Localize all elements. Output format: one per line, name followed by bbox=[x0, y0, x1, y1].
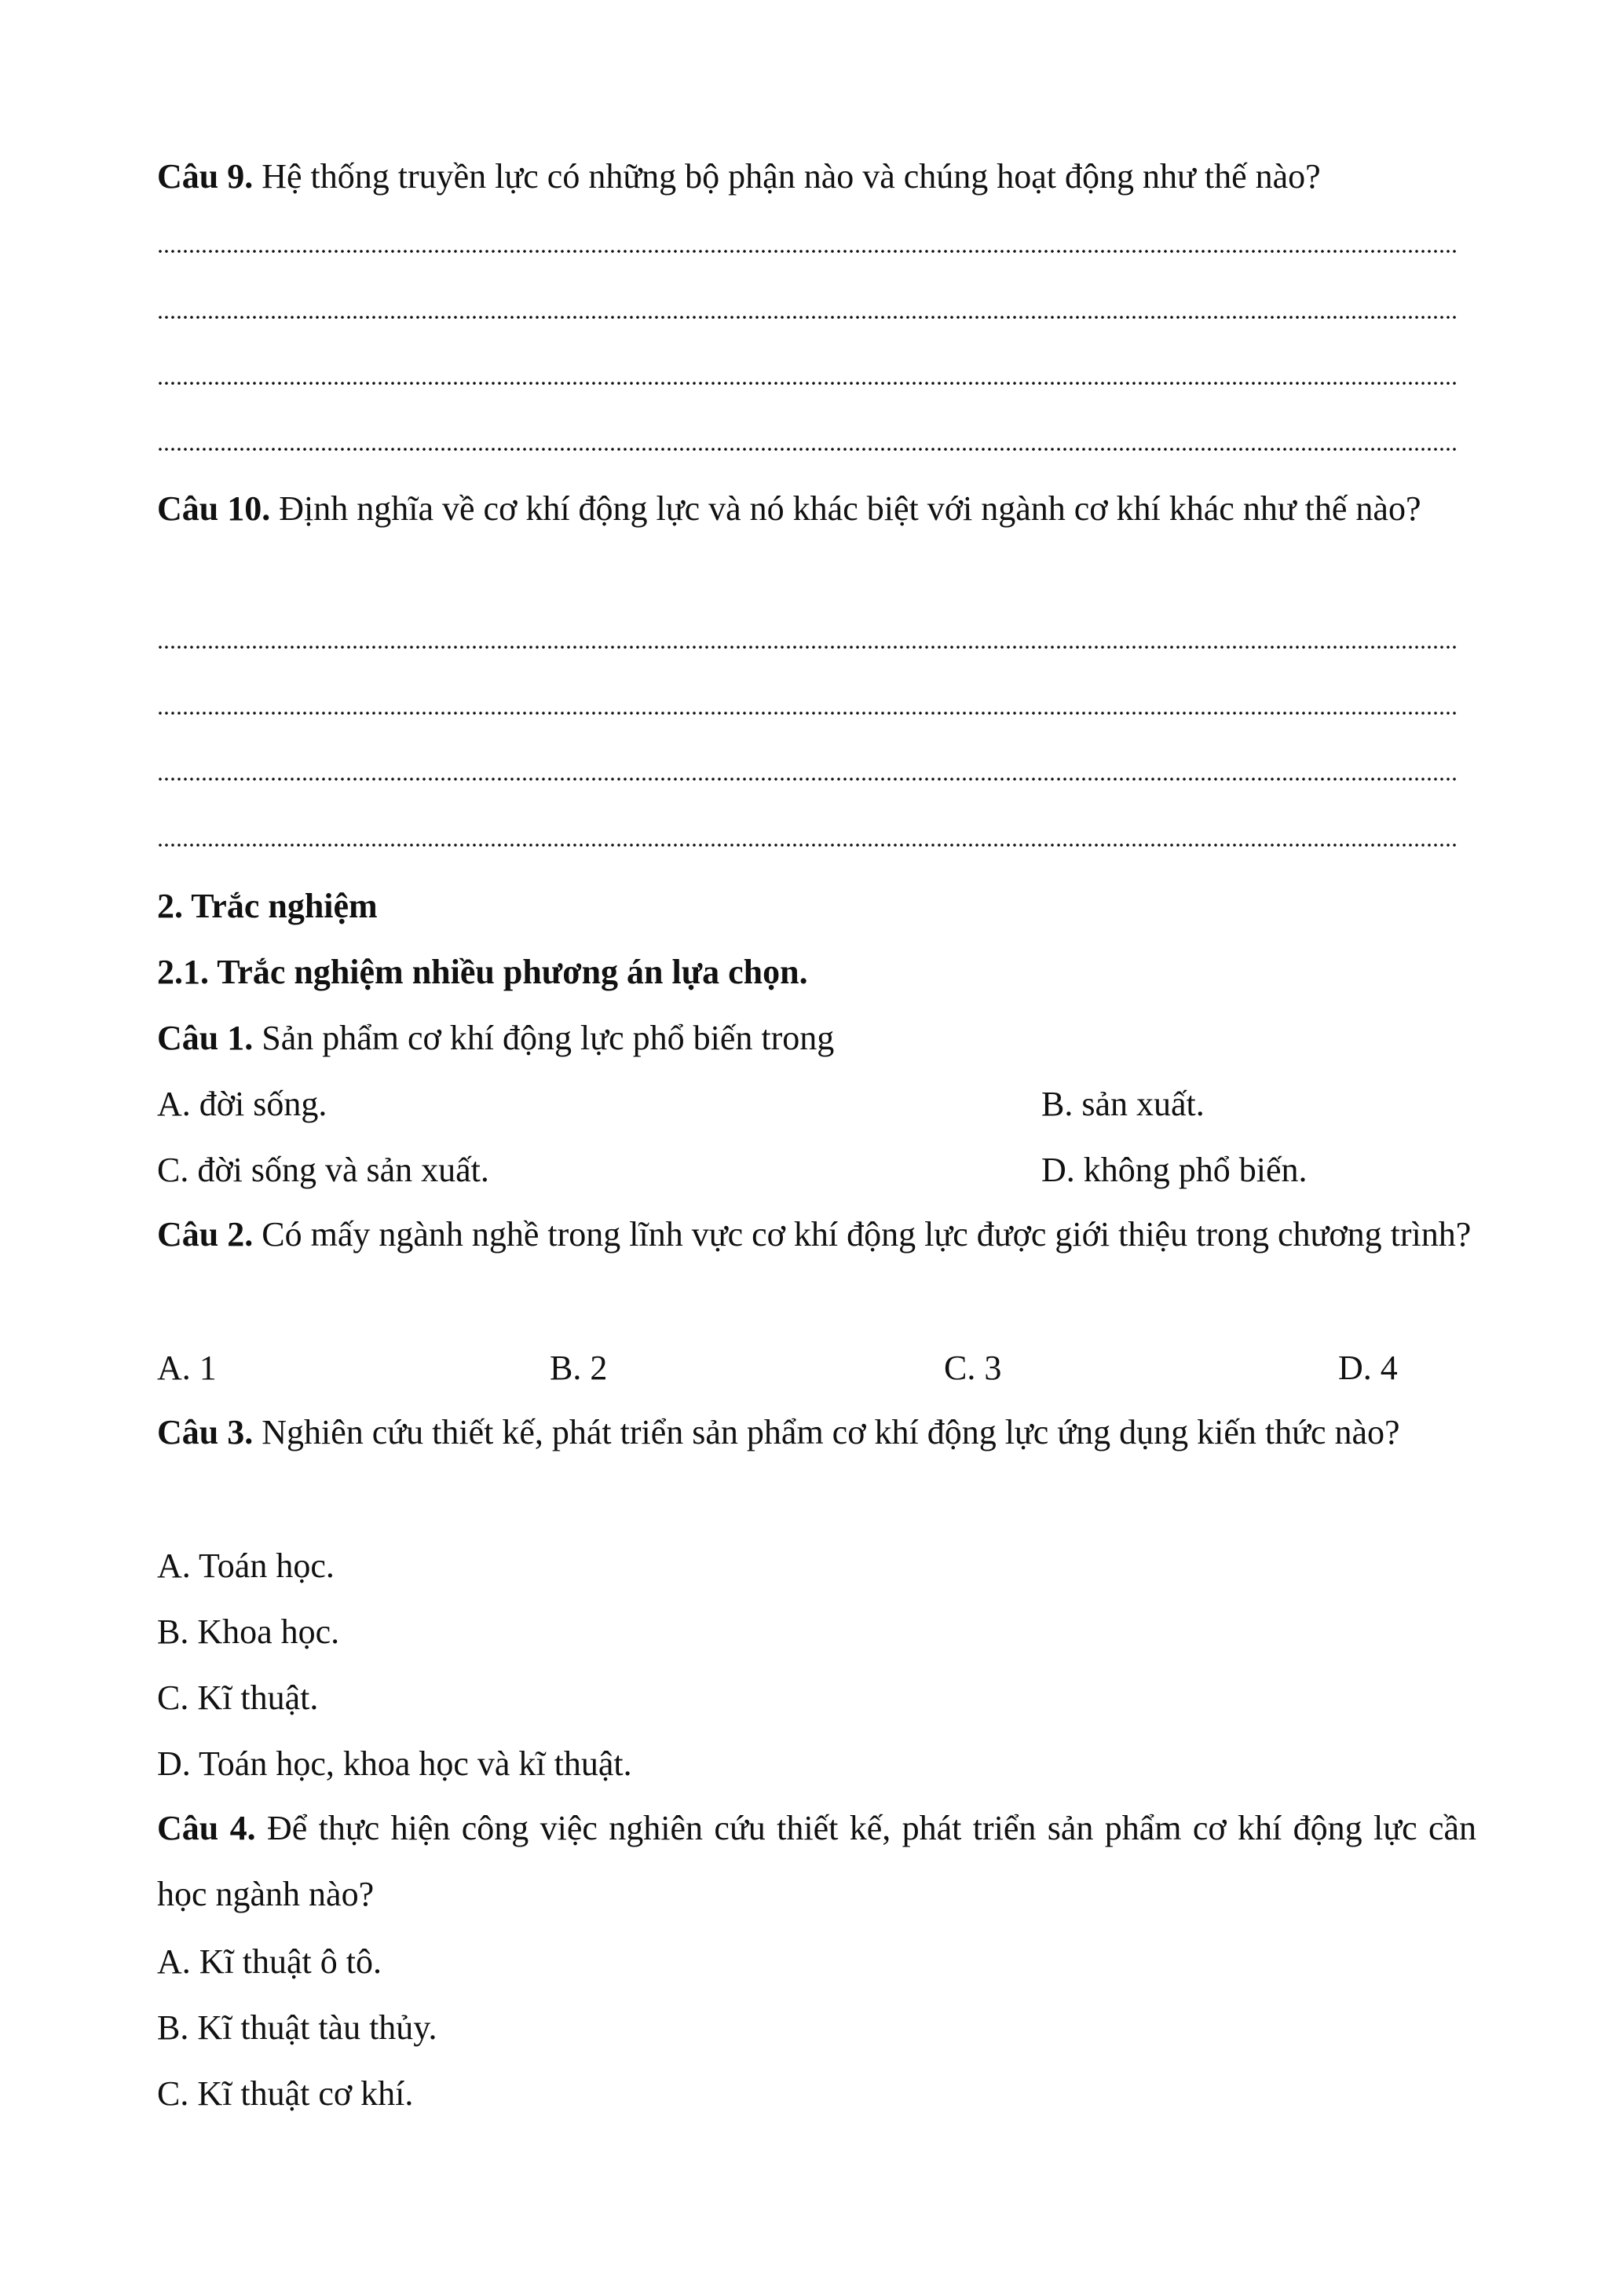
option-a: A. 1 bbox=[157, 1349, 217, 1387]
answer-line bbox=[157, 844, 1458, 847]
subsection-heading: 2.1. Trắc nghiệm nhiều phương án lựa chọn. bbox=[157, 953, 808, 991]
question-label: Câu 3. bbox=[157, 1413, 254, 1451]
option-b: B. sản xuất. bbox=[1041, 1085, 1205, 1123]
question-text: Để thực hiện công việc nghiên cứu thiết kế, phát triển sản phẩm cơ khí động lực cần học ngành nào? bbox=[157, 1809, 1477, 1913]
answer-line bbox=[157, 448, 1458, 451]
question-label: Câu 10. bbox=[157, 489, 271, 528]
answer-line bbox=[157, 382, 1458, 385]
question-9 bbox=[157, 144, 1476, 210]
answer-line bbox=[157, 712, 1458, 715]
question-text: Có mấy ngành nghề trong lĩnh vực cơ khí động lực được giới thiệu trong chương trình? bbox=[262, 1215, 1472, 1254]
mc-question-1 bbox=[157, 1021, 834, 1056]
option-d: D. Toán học, khoa học và kĩ thuật. bbox=[157, 1744, 632, 1783]
option-b: B. 2 bbox=[550, 1349, 608, 1387]
answer-line bbox=[157, 316, 1458, 319]
option-b: B. Khoa học. bbox=[157, 1612, 340, 1651]
answer-line bbox=[157, 778, 1458, 781]
mc-question-4 bbox=[157, 1795, 1476, 1927]
option-c: C. Kĩ thuật. bbox=[157, 1678, 319, 1717]
option-b: B. Kĩ thuật tàu thủy. bbox=[157, 2008, 437, 2047]
question-label: Câu 1. bbox=[157, 1019, 254, 1057]
answer-line bbox=[157, 250, 1458, 253]
option-a: A. đời sống. bbox=[157, 1085, 327, 1123]
answer-line bbox=[157, 646, 1458, 649]
question-label: Câu 9. bbox=[157, 157, 254, 196]
question-label: Câu 2. bbox=[157, 1215, 254, 1254]
option-a: A. Kĩ thuật ô tô. bbox=[157, 1942, 382, 1981]
option-d: D. 4 bbox=[1338, 1349, 1398, 1387]
option-a: A. Toán học. bbox=[157, 1546, 335, 1585]
option-c: C. đời sống và sản xuất. bbox=[157, 1151, 489, 1189]
question-text: Nghiên cứu thiết kế, phát triển sản phẩm cơ khí động lực ứng dụng kiến thức nào? bbox=[262, 1413, 1400, 1451]
section-heading: 2. Trắc nghiệm bbox=[157, 887, 378, 925]
question-text: Định nghĩa về cơ khí động lực và nó khác biệt với ngành cơ khí khác như thế nào? bbox=[279, 489, 1421, 528]
option-d: D. không phổ biến. bbox=[1041, 1151, 1308, 1189]
option-c: C. 3 bbox=[944, 1349, 1002, 1387]
question-text: Sản phẩm cơ khí động lực phổ biến trong bbox=[262, 1019, 835, 1057]
question-10 bbox=[157, 476, 1476, 542]
option-c: C. Kĩ thuật cơ khí. bbox=[157, 2074, 414, 2113]
question-text: Hệ thống truyền lực có những bộ phận nào và chúng hoạt động như thế nào? bbox=[262, 157, 1321, 196]
mc-question-3 bbox=[157, 1400, 1476, 1466]
question-label: Câu 4. bbox=[157, 1809, 256, 1847]
mc-question-2 bbox=[157, 1202, 1476, 1268]
